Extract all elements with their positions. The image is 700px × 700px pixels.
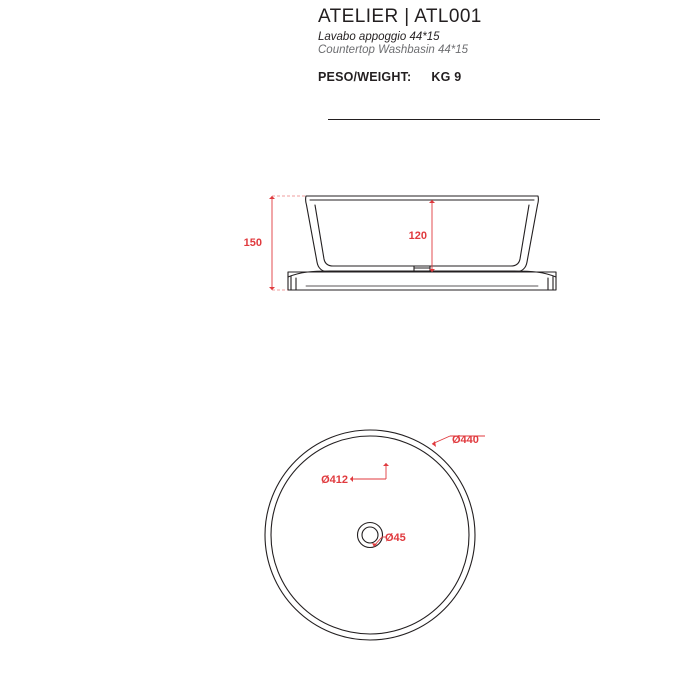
dimension-label-150: 150: [243, 237, 262, 249]
elevation-outline: [288, 196, 556, 290]
product-subtitle-english: Countertop Washbasin 44*15: [318, 44, 469, 56]
dimension-label-120: 120: [408, 230, 427, 242]
dimension-inner-diameter: [350, 462, 389, 482]
plan-outline: [265, 430, 475, 640]
dimension-label-d45: Ø45: [385, 532, 406, 544]
weight-label: PESO/WEIGHT:: [318, 70, 412, 84]
dimension-label-d412: Ø412: [321, 474, 348, 486]
dimension-label-d440: Ø440: [452, 434, 479, 446]
page-title: ATELIER | ATL001: [318, 6, 482, 27]
product-subtitle-italian: Lavabo appoggio 44*15: [318, 31, 440, 43]
weight-value: KG 9: [431, 70, 462, 84]
dimension-inner-height: [429, 200, 435, 272]
